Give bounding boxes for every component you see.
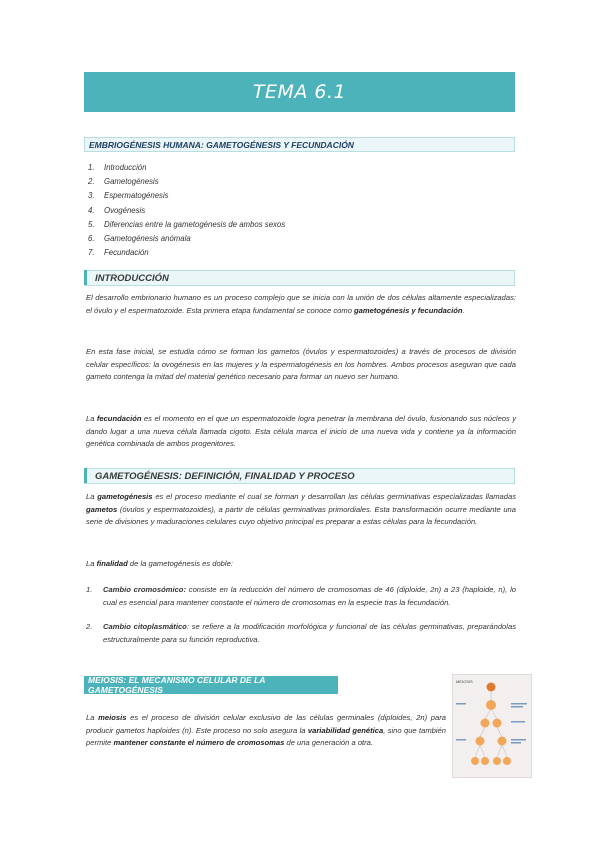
gametogenesis-paragraph-2: La finalidad de la gametogénesis es doble: [86,559,233,568]
toc-item[interactable]: 1. Introducción [88,162,147,172]
list-item: 2. Cambio citoplasmático: se refiere a la modificación morfológica y funcional de las células germinativas, preparándolas estructuralmente para su función reproductiva. [86,622,516,644]
intro-paragraph-3: La fecundación es el momento en el que un espermatozoide logra penetrar la membrana del óvulo, fusionando sus núcleos y dando lugar a una nueva célula llamada cigoto. Esta célula marca el inicio de una nueva vida y contiene ya la información genética combinada de ambos progenitores. [86,414,516,449]
toc-item[interactable]: 7. Fecundación [88,248,149,258]
toc-item[interactable]: 5. Diferencias entre la gametogénesis de ambos sexos [88,219,286,229]
page-title: TEMA 6.1 [252,81,347,103]
title-banner [84,72,515,112]
intro-paragraph-2: En esta fase inicial, se estudia cómo se forman los gametos (óvulos y espermatozoides) a través de procesos de división celular específicos: la ovogénesis en las mujeres y la espermatogénesis en los hombres. Ambos procesos aseguran que cada gameto contenga la mitad del material genético necesario para formar un nuevo ser humano. [86,347,516,382]
toc-item[interactable]: 6. Gametogénesis anómala [88,234,191,244]
meiosis-figure-label: MEIOSIS [456,679,473,684]
section-heading-meiosis-text: MEIOSIS: EL MECANISMO CELULAR DE LA GAMETOGÉNESIS [88,675,266,695]
heading-accent-bar [84,468,87,483]
section-heading-gametogenesis [84,468,515,484]
meiosis-diagram-image [452,674,532,778]
table-of-contents [88,160,468,260]
toc-item[interactable]: 2. Gametogénesis [88,176,159,186]
toc-item[interactable]: 4. Ovogénesis [88,205,146,215]
intro-paragraph-1: El desarrollo embrionario humano es un proceso complejo que se inicia con la unión de dos células altamente especializadas: el óvulo y el espermatozoide. Esta primera etapa fundamental se conoce como gametogénesis y fecundación. [86,293,516,315]
finalidad-list [86,584,516,646]
meiosis-diagram [453,675,533,779]
list-item: 1. Cambio cromosómico: consiste en la reducción del número de cromosomas de 46 (diploide, 2n) a 23 (haploide, n), lo cual es esencial para mantener constante el número de cromosomas en la especie tras la fecundación. [86,585,517,607]
toc-item[interactable]: 3. Espermatogénesis [88,191,169,201]
section-heading-main-text: EMBRIOGÉNESIS HUMANA: GAMETOGÉNESIS Y FECUNDACIÓN [89,139,354,150]
heading-accent-bar [84,270,87,285]
section-heading-intro-text: INTRODUCCIÓN [95,272,169,284]
meiosis-paragraph: La meiosis es el proceso de división celular exclusivo de las células germinales (diploides, 2n) para producir gametos haploides (n). Este proceso no solo asegura la variabilidad genética, sino que también permite mantener constante el número de cromosomas de una generación a otra. [86,713,447,748]
section-heading-intro [84,270,515,286]
section-heading-main [84,137,515,152]
gametogenesis-paragraph-1: La gametogénesis es el proceso mediante el cual se forman y desarrollan las células germinativas especializadas llamadas gametos (óvulos y espermatozoides), a partir de células germinativas primordiales. Esta transformación ocurre mediante una serie de divisiones y maduraciones celulares cuyo objetivo principal es preparar a estas células para la fecundación. [86,492,516,527]
section-heading-gametogenesis-text: GAMETOGÉNESIS: DEFINICIÓN, FINALIDAD Y PROCESO [95,470,355,482]
section-heading-meiosis [84,676,338,694]
